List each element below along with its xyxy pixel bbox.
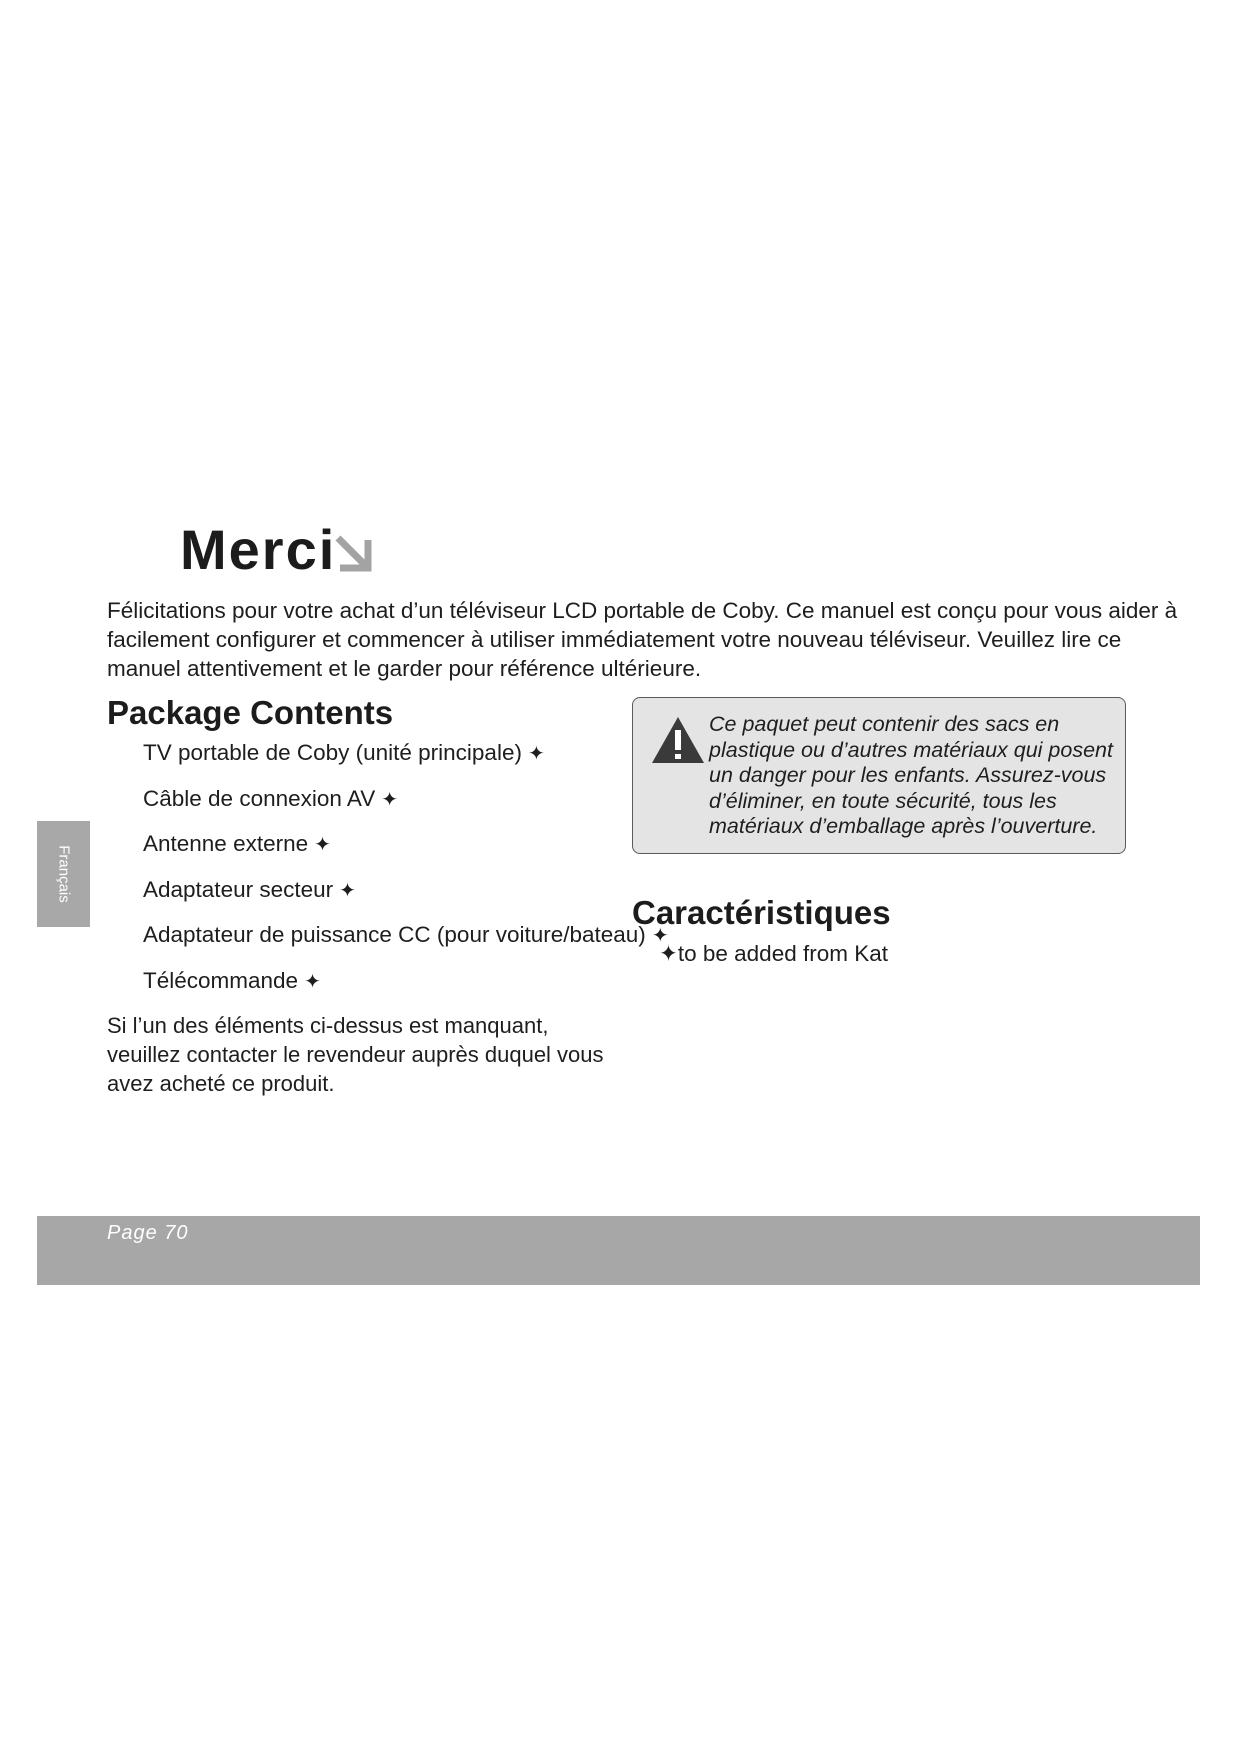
list-item: Antenne externe ✦ (143, 829, 669, 875)
page-title: Merci (180, 518, 337, 581)
list-item: TV portable de Coby (unité principale) ✦ (143, 738, 669, 784)
four-point-star-icon: ✦ (304, 970, 321, 993)
four-point-star-icon: ✦ (314, 834, 331, 857)
features-text: to be added from Kat (677, 941, 888, 966)
page-number: Page 70 (107, 1222, 189, 1244)
four-point-star-icon: ✦ (339, 879, 356, 902)
four-point-star-icon: ✦ (659, 941, 678, 966)
features-heading: Caractéristiques (632, 894, 891, 931)
list-item: Télécommande ✦ (143, 966, 669, 1012)
warning-triangle-icon (650, 715, 706, 765)
warning-text: Ce paquet peut contenir des sacs en plastique ou d’autres matériaux qui posent un danger pour les enfants. Assurez-vous d’éliminer, en toute sécurité, tous les matériaux d’emballage après l’ouverture. (709, 712, 1113, 838)
warning-box (632, 697, 1126, 854)
missing-items-note: Si l’un des éléments ci-dessus est manquant, veuillez contacter le revendeur auprès duquel vous avez acheté ce produit. (107, 1013, 604, 1096)
list-item: Adaptateur de puissance CC (pour voiture/bateau) ✦ (143, 920, 669, 966)
list-item: Câble de connexion AV ✦ (143, 784, 669, 830)
arrow-down-right-icon (332, 532, 374, 574)
language-tab-label: Français (55, 845, 72, 903)
list-item: Adaptateur secteur ✦ (143, 875, 669, 921)
four-point-star-icon: ✦ (651, 925, 669, 948)
package-contents-list (143, 738, 669, 1012)
language-tab (37, 821, 90, 927)
four-point-star-icon: ✦ (527, 743, 545, 765)
package-contents-heading: Package Contents (107, 694, 394, 731)
four-point-star-icon: ✦ (381, 788, 399, 811)
footer-bar (37, 1216, 1200, 1285)
intro-paragraph: Félicitations pour votre achat d’un téléviseur LCD portable de Coby. Ce manuel est conçu pour vous aider à facilement configurer et commencer à utiliser immédiatement votre nouveau téléviseur. Veuillez lire ce manuel attentivement et le garder pour référence ultérieure. (107, 598, 1178, 681)
features-item (659, 941, 888, 967)
